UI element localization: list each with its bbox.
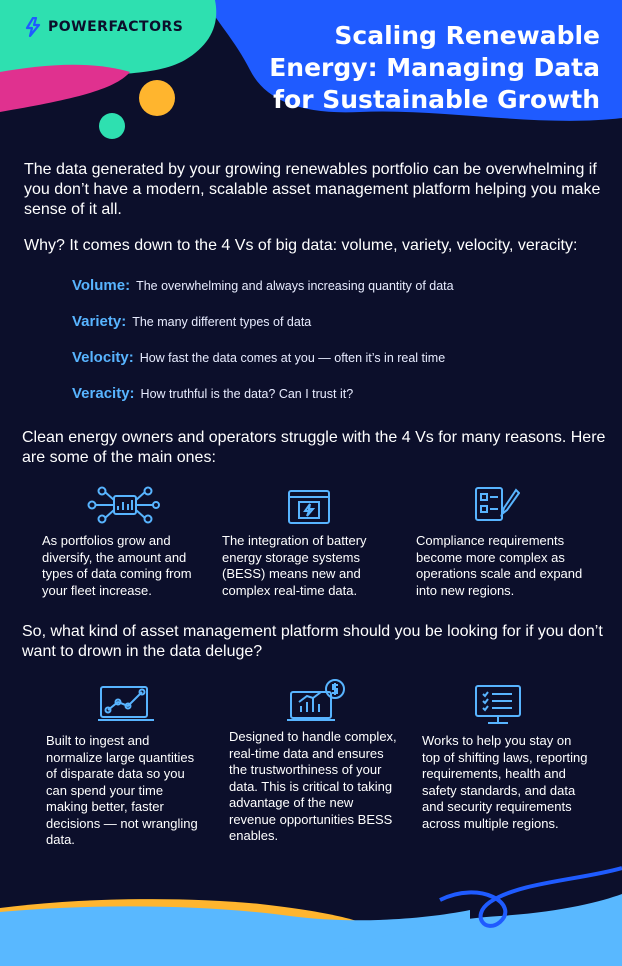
brand-name: POWERFACTORS xyxy=(48,19,184,35)
v-definition: The overwhelming and always increasing quantity of data xyxy=(136,279,454,293)
v-term: Volume: xyxy=(72,277,131,294)
struggle-paragraph: Clean energy owners and operators struggle with the 4 Vs for many reasons. Here are some of the main ones: xyxy=(22,429,606,466)
v-item-variety xyxy=(72,313,602,349)
why-paragraph: Why? It comes down to the 4 Vs of big data: volume, variety, velocity, veracity: xyxy=(24,237,578,254)
v-item-volume xyxy=(72,277,602,313)
reason-text-1: As portfolios grow and diversify, the amount and types of data coming from your fleet increase. xyxy=(42,533,192,598)
feature-text-2: Designed to handle complex, real-time data and ensures the trustworthiness of your data. This is critical to taking advantage of the new revenue opportunities BESS enables. xyxy=(229,729,397,843)
checklist-pen-icon xyxy=(474,486,520,522)
footer-background xyxy=(0,860,622,966)
reason-text-2: The integration of battery energy storage systems (BESS) means new and complex real-time data. xyxy=(222,533,367,598)
trend-chart-icon xyxy=(98,684,156,724)
v-definition: The many different types of data xyxy=(132,315,312,329)
yellow-dot xyxy=(139,80,175,116)
brand-logo xyxy=(24,17,183,37)
bolt-logo-icon xyxy=(24,17,42,37)
feature-text-3: Works to help you stay on top of shifting laws, reporting requirements, health and safety standards, and data and security requirements across multiple regions. xyxy=(422,733,588,831)
v-definition: How truthful is the data? Can I trust it? xyxy=(140,387,354,401)
intro-paragraph: The data generated by your growing renewables portfolio can be overwhelming if you don’t have a modern, scalable asset management platform helping you make sense of it all. xyxy=(24,161,601,218)
v-term: Variety: xyxy=(72,313,127,330)
four-vs-list xyxy=(72,277,602,421)
monitor-checklist-icon xyxy=(473,684,523,726)
battery-bolt-icon xyxy=(287,489,331,525)
v-item-velocity xyxy=(72,349,602,385)
laptop-revenue-icon xyxy=(285,678,349,724)
reason-text-3: Compliance requirements become more complex as operations scale and expand into new regions. xyxy=(416,533,583,598)
v-term: Veracity: xyxy=(72,385,135,402)
feature-text-1: Built to ingest and normalize large quantities of disparate data so you can spend your time making better, faster decisions — not wrangling data. xyxy=(46,733,198,847)
teal-dot xyxy=(99,113,125,139)
v-term: Velocity: xyxy=(72,349,134,366)
v-item-veracity xyxy=(72,385,602,421)
page-title: Scaling Renewable Energy: Managing Data for Sustainable Growth xyxy=(269,21,600,114)
question-paragraph: So, what kind of asset management platform should you be looking for if you don’t want to drown in the data deluge? xyxy=(22,623,603,660)
network-chart-icon xyxy=(86,486,160,526)
v-definition: How fast the data comes at you — often it’s in real time xyxy=(139,351,446,365)
